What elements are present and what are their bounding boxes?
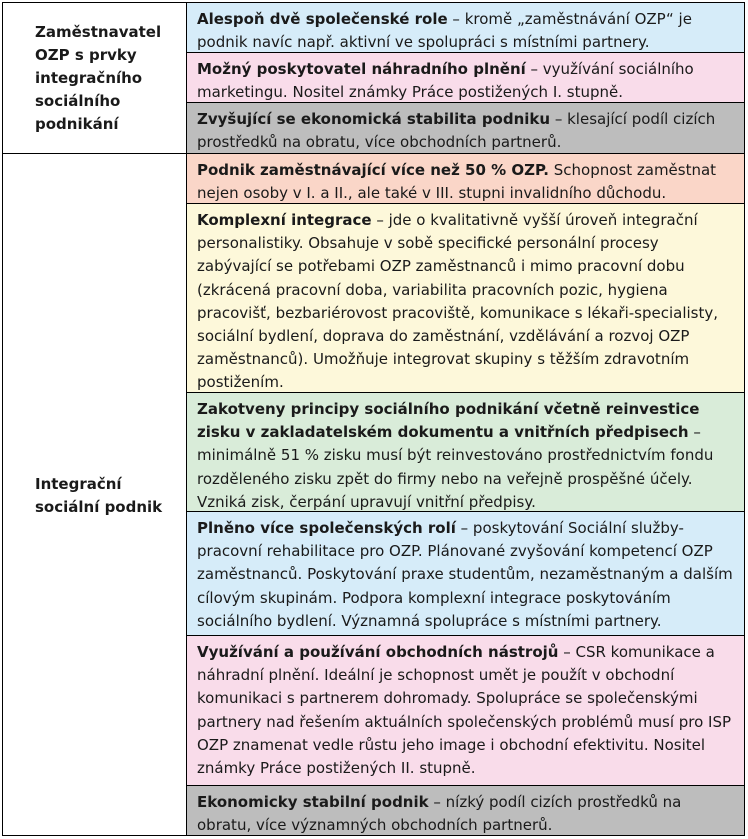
row-title: Komplexní integrace [197, 211, 372, 229]
row-title: Zvyšující se ekonomická stabilita podniku [197, 110, 551, 128]
section2-row-employer [187, 154, 744, 203]
section1-label-text: Zaměstnavatel OZP s prvky integračního sociálního podnikání [35, 22, 162, 133]
row-text: – minimálně 51 % zisku musí být reinvestováno prostřednictvím fondu rozděleného zisku zpět do firmy nebo na veřejně prospěšné účely. Vzniká zisk, čerpání upravují vnitřní předpisy. [197, 423, 714, 511]
row-title: Zakotveny principy sociálního podnikání včetně reinvestice zisku v zakladatelském dokumentu a vnitřních předpisech [197, 400, 700, 442]
section2-row-tools [187, 636, 744, 785]
row-text: – poskytování Sociální služby-pracovní rehabilitace pro OZP. Plánované zvyšování kompetencí OZP zaměstnanců. Poskytování praxe studentům, nezaměstnaným a dalším cílovým skupinám. Podpora komplexní integrace poskytováním sociálního bydlení. Významná spolupráce s místními partnery. [197, 519, 733, 630]
section2-row-principles [187, 393, 744, 511]
row-title: Podnik zaměstnávající více než 50 % OZP. [197, 161, 549, 179]
row-title: Ekonomicky stabilní podnik [197, 793, 429, 811]
section2-label [3, 154, 186, 837]
row-title: Využívání a používání obchodních nástrojů [197, 643, 559, 661]
row-text: – CSR komunikace a náhradní plnění. Ideální je schopnost umět je použít v obchodní komunikaci s partnerem dohromady. Spolupráce se společenskými partnery nad řešením aktuálních společenských problémů musí pro ISP OZP znamenat vedle růstu jeho image i obchodní efektivitu. Nositel známky Práce postižených II. stupně. [197, 643, 732, 778]
row-title: Plněno více společenských rolí [197, 519, 456, 537]
section2-row-stable [187, 786, 744, 835]
section1-label [3, 3, 186, 153]
section1-row-stability [187, 103, 744, 153]
comparison-table [2, 2, 745, 836]
row-text: – jde o kvalitativně vyšší úroveň integrační personalistiky. Obsahuje v sobě specifické personální procesy zabývající se potřebami OZP zaměstnanců i mimo pracovní dobu (zkrácená pracovní doba, variabilita pracovních pozic, hygiena pracovišť, bezbariérovost pracoviště, komunikace s lékaři-specialisty, sociální bydlení, doprava do zaměstnání, vzdělávání a rozvoj OZP zaměstnanců). Umožňuje integrovat skupiny s těžším zdravotním postižením. [197, 211, 718, 392]
row-text: – kromě „zaměstnávání OZP“ je podnik navíc např. aktivní ve spolupráci s místními partnery. [197, 10, 692, 52]
row-title: Možný poskytovatel náhradního plnění [197, 60, 526, 78]
row-text: – klesající podíl cizích prostředků na obratu, více obchodních partnerů. [197, 110, 716, 152]
section2-row-integration [187, 204, 744, 392]
column-divider [186, 3, 187, 835]
section2-label-text: Integrační sociální podnik [35, 474, 163, 516]
section2-row-roles [187, 512, 744, 635]
row-title: Alespoň dvě společenské role [197, 10, 448, 28]
section1-row-roles [187, 3, 744, 52]
row-text: – využívání sociálního marketingu. Nositel známky Práce postižených I. stupně. [197, 60, 694, 102]
section1-row-provider [187, 53, 744, 102]
row-text: Schopnost zaměstnat nejen osoby v I. a II., ale také v III. stupni invalidního důchodu. [197, 161, 717, 203]
row-text: – nízký podíl cizích prostředků na obratu, více významných obchodních partnerů. [197, 793, 682, 835]
